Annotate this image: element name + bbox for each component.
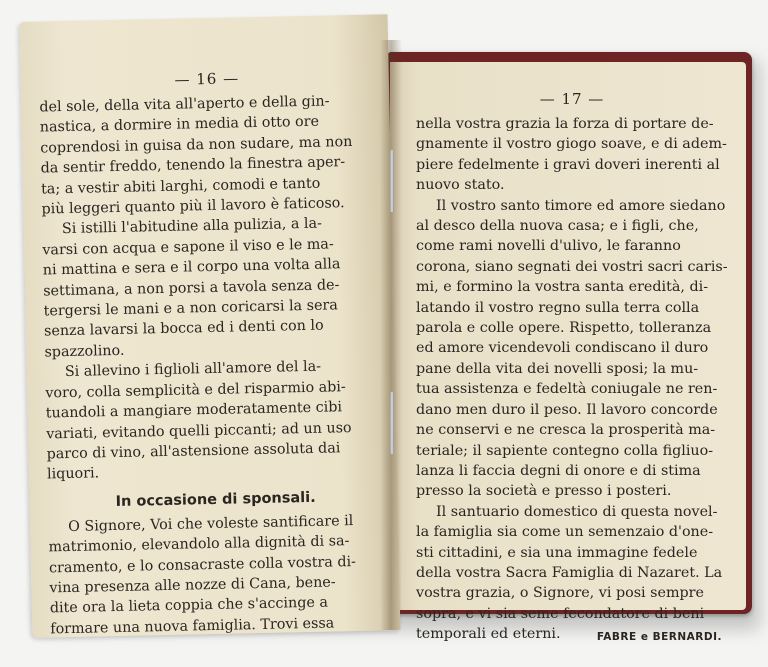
text-line: pane della vita dei novelli sposi; la mu- <box>416 360 699 377</box>
text-line: liquori. <box>46 465 100 483</box>
page-17 <box>390 62 746 644</box>
left-page-text <box>39 66 387 639</box>
text-line: vostra grazia, o Signore, vi posi sempre <box>416 585 704 602</box>
text-line: cramento, e lo consacraste colla vostra di- <box>48 553 357 576</box>
text-line: sti cittadini, e sia una immagine fedele <box>416 544 698 561</box>
text-line: ta; a vestir abiti larghi, comodi e tanto <box>40 175 321 198</box>
text-line: dite ora la lieta coppia che s'accinge a <box>49 594 329 617</box>
staple-bottom <box>390 392 394 454</box>
text-line: Il santuario domestico di questa novel- <box>436 503 718 520</box>
text-line: O Signore, Voi che voleste santificare il <box>68 512 354 535</box>
right-page-body <box>416 114 728 645</box>
text-line: varsi con acqua e sapone il viso e le ma- <box>42 236 334 259</box>
text-line: da sentir freddo, tenendo la finestra aper- <box>40 154 346 177</box>
text-line: voro, colla semplicità e del risparmio abi- <box>45 378 346 402</box>
text-line: dano men duro il peso. Il lavoro concorde <box>416 401 718 418</box>
left-page-body <box>39 90 383 485</box>
paragraph <box>416 114 728 196</box>
text-line: nella vostra grazia la forza di portare de- <box>416 116 714 132</box>
text-line: Si allevino i figlioli all'amore del la- <box>64 358 322 381</box>
text-line: tua assistenza e fedeltà coniugale ne ren- <box>416 381 718 398</box>
paragraph <box>39 90 377 219</box>
text-line: ne conservi e ne cresca la prosperità ma- <box>416 422 716 439</box>
paragraph <box>45 356 383 485</box>
right-page-text <box>416 90 728 645</box>
page-number-17: — 17 — <box>539 90 605 108</box>
text-line: la famiglia sia come un semenzaio d'one- <box>416 524 714 541</box>
text-line: temporali ed eterni. FABRE e BERNARDI. <box>416 624 728 644</box>
text-line: settimana, a non porsi a tavola senza de- <box>43 276 340 300</box>
text-line: gnamente il vostro giogo soave, e di adem- <box>416 136 727 153</box>
text-line: ni mattina e sera e il corpo una volta alla <box>42 256 341 279</box>
text-line: al desco della nuova casa; e i figli, che, <box>416 218 699 235</box>
text-line: parola e colle opere. Rispetto, tolleranza <box>416 320 712 337</box>
text-line: corona, siano segnati dei vostri sacri caris- <box>416 258 728 275</box>
paragraph <box>416 196 728 502</box>
text-line: tergersi le mani e a non coricarsi la sera <box>43 297 338 320</box>
section-heading: In occasione di sponsali. <box>115 489 316 510</box>
left-page-prayer <box>48 510 386 639</box>
text-line: vina presenza alle nozze di Cana, bene- <box>49 574 336 597</box>
text-line: coprendosi in guisa da non sudare, ma non <box>40 133 353 157</box>
text-line: parco di vino, all'astensione assoluta dai <box>46 440 341 463</box>
text-line: senza lavarsi la bocca ed i denti con lo <box>43 318 324 340</box>
text-line: latando il vostro regno sulla terra colla <box>416 299 700 316</box>
paragraph <box>42 213 381 363</box>
text-line: ed amore vicendevoli condiscano il duro <box>416 340 709 357</box>
paragraph <box>416 502 728 645</box>
text-line: matrimonio, elevandolo alla dignità di sa- <box>48 533 350 556</box>
text-line: piere fedelmente i gravi doveri inerenti al <box>416 156 720 173</box>
book-gutter <box>380 40 402 630</box>
text-line: formare una nuova famiglia. Trovi essa <box>50 615 335 638</box>
text-line: nuovo stato. <box>416 177 505 194</box>
page-number-16: — 16 — <box>174 69 240 89</box>
text-line: della vostra Sacra Famiglia di Nazaret. La <box>416 564 723 581</box>
staple-top <box>390 150 394 212</box>
text-line: spazzolino. <box>44 342 125 361</box>
page-16 <box>20 14 401 638</box>
text-line: come rami novelli d'ulivo, le faranno <box>416 238 681 255</box>
text-line: Il vostro santo timore ed amore siedano <box>436 197 726 214</box>
text-line: tuandoli a mangiare moderatamente cibi <box>45 399 343 422</box>
author-signature: FABRE e BERNARDI. <box>596 631 722 644</box>
text-line: nastica, a dormire in media di otto ore <box>39 114 320 136</box>
text-line: sopra, e vi sia seme fecondatore di beni <box>416 605 705 622</box>
text-line: mi, e formino la vostra santa eredità, di- <box>416 279 709 296</box>
text-line: Si istilli l'abitudine alla pulizia, a la- <box>61 216 323 238</box>
text-line: variati, evitando quelli piccanti; ad un uso <box>46 419 352 442</box>
text-line: più leggeri quanto più il lavoro è faticoso. <box>41 195 345 218</box>
text-line: lanza li faccia degni di onore e di stima <box>416 462 701 479</box>
text-line: del sole, della vita all'aperto e della gin- <box>39 93 330 116</box>
text-line: teriale; il sapiente contegno colla figliuo- <box>416 442 714 459</box>
text-line: presso la società e presso i posteri. <box>416 483 672 500</box>
